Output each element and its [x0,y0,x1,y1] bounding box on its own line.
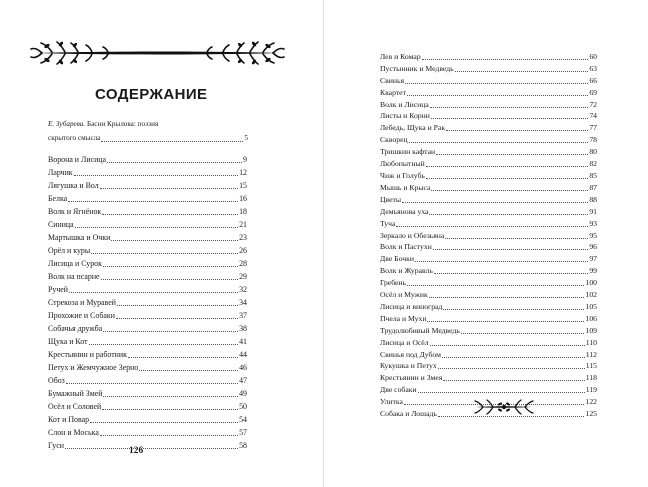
entry-title: Свинья под Дубом [380,349,441,359]
dot-leader [103,266,238,267]
entry-title: Гребень [380,278,407,288]
dot-leader [65,448,238,449]
dot-leader [438,416,585,417]
toc-entry[interactable] [48,413,247,426]
toc-entry[interactable] [380,146,597,158]
entry-page: 88 [589,194,597,204]
entry-title: Кукушка и Петух [380,361,437,371]
right-page [324,0,648,487]
entry-page: 122 [585,397,597,407]
page-number: 126 [129,446,144,456]
entry-page: 57 [239,428,247,438]
toc-entry[interactable] [380,63,597,75]
dot-leader [75,227,238,228]
dot-leader [103,331,238,332]
toc-entry[interactable] [380,230,597,242]
entry-title: Лисица и Осёл [380,337,429,347]
entry-page: 46 [239,363,247,373]
entry-title: Волк и Лисица [380,99,429,109]
toc-entry[interactable] [380,182,597,194]
floral-ornament-top [30,40,285,66]
dot-leader [433,249,588,250]
entry-page: 91 [589,206,597,216]
entry-title: Чиж и Голубь [380,170,425,180]
dot-leader [68,201,238,202]
entry-page: 9 [243,155,247,165]
entry-title: Кот и Повар [48,415,90,425]
dot-leader [443,309,584,310]
entry-title: Листы и Корни [380,111,430,121]
entry-page: 97 [589,254,597,264]
entry-title: Любопытный [380,159,425,169]
toc-entry[interactable] [48,257,247,270]
entry-title: Орёл и куры [48,246,91,256]
dot-leader [405,83,588,84]
toc-entry[interactable] [380,170,597,182]
entry-page: 26 [239,246,247,256]
entry-page: 28 [239,259,247,269]
entry-title: Волк и Пастухи [380,242,432,252]
toc-entry[interactable] [380,111,597,123]
entry-title: Мартышка и Очки [48,233,111,243]
entry-title: Собачья дружба [48,324,103,334]
entry-page: 105 [585,301,597,311]
toc-entry[interactable] [48,270,247,283]
entry-page: 74 [589,111,597,121]
entry-title: Стрекоза и Муравей [48,298,116,308]
dot-leader [429,214,588,215]
dot-leader [101,279,239,280]
entry-title: Волк на псарне [48,272,100,282]
entry-title: Тришкин кафтан [380,147,436,157]
dot-leader [139,370,238,371]
toc-entry[interactable] [48,218,247,231]
toc-entry[interactable] [380,349,597,361]
entry-title: Скворец [380,135,408,145]
entry-page: 29 [239,272,247,282]
dot-leader [402,202,588,203]
entry-page: 41 [239,337,247,347]
toc-list-left [48,153,247,452]
entry-title: Крестьянин и работник [48,350,127,360]
entry-page: 18 [239,207,247,217]
toc-entry[interactable] [48,244,247,257]
toc-entry[interactable] [380,158,597,170]
entry-page: 15 [239,181,247,191]
toc-entry[interactable] [380,384,597,396]
dot-leader [74,175,238,176]
entry-page: 95 [589,230,597,240]
entry-title: Собака и Лошадь [380,409,437,419]
toc-entry[interactable] [48,205,247,218]
dot-leader [407,285,584,286]
entry-page: 82 [589,159,597,169]
intro-title-line-2: скрытого смысла [48,134,101,142]
dot-leader [128,357,238,358]
toc-entry[interactable] [48,322,247,335]
entry-page: 110 [585,337,597,347]
toc-entry[interactable] [48,439,247,452]
toc-entry[interactable] [48,231,247,244]
entry-title: Слон и Моська [48,428,99,438]
entry-page: 85 [589,170,597,180]
entry-title: Ларчик [48,168,73,178]
entry-page: 47 [239,376,247,386]
entry-page: 99 [589,266,597,276]
dot-leader [91,253,238,254]
entry-page: 72 [589,99,597,109]
dot-leader [461,333,585,334]
entry-page: 78 [589,135,597,145]
toc-entry[interactable] [48,166,247,179]
entry-page: 44 [239,350,247,360]
toc-entry[interactable] [380,122,597,134]
entry-page: 80 [589,147,597,157]
dot-leader [429,297,585,298]
entry-title: Две собаки [380,385,417,395]
floral-ornament-bottom [473,399,535,415]
toc-entry[interactable] [380,337,597,349]
toc-entry[interactable] [380,277,597,289]
entry-title: Обоз [48,376,65,386]
entry-title: Демьянова уха [380,206,429,216]
entry-title: Лисица и виноград [380,301,443,311]
dot-leader [409,142,589,143]
toc-entry[interactable] [380,361,597,373]
dot-leader [89,344,239,345]
dot-leader [101,141,243,142]
dot-leader [116,318,238,319]
toc-entry[interactable] [380,265,597,277]
entry-title: Гуси [48,441,64,451]
dot-leader [422,59,589,60]
entry-page: 58 [239,441,247,451]
entry-page: 23 [239,233,247,243]
toc-entry[interactable] [48,348,247,361]
entry-title: Волк и Ягнёнок [48,207,102,217]
dot-leader [431,190,588,191]
entry-title: Прохожие и Собаки [48,311,115,321]
toc-entry[interactable] [380,372,597,384]
entry-page: 54 [239,415,247,425]
entry-page: 87 [589,182,597,192]
entry-title: Белка [48,194,68,204]
toc-entry[interactable] [48,192,247,205]
toc-entry[interactable] [48,153,247,166]
entry-title: Лягушка и Вол [48,181,99,191]
toc-entry[interactable] [48,361,247,374]
entry-page: 115 [585,361,597,371]
toc-entry[interactable] [380,75,597,87]
dot-leader [455,71,589,72]
dot-leader [438,368,585,369]
entry-page: 106 [585,313,597,323]
entry-title: Бумажный Змей [48,389,103,399]
entry-page: 12 [239,168,247,178]
toc-entry[interactable] [48,387,247,400]
entry-title: Квартет [380,87,406,97]
entry-title: Петух и Жемчужное Зерно [48,363,139,373]
entry-title: Осёл и Мужик [380,290,428,300]
dot-leader [442,357,585,358]
entry-title: Ручей [48,285,69,295]
entry-title: Крестьянин и Змея [380,373,443,383]
dot-leader [111,240,238,241]
entry-page: 77 [589,123,597,133]
dot-leader [66,383,238,384]
dot-leader [107,162,242,163]
entry-title: Улитка [380,397,403,407]
dot-leader [90,422,238,423]
entry-page: 50 [239,402,247,412]
entry-title: Лебедь, Щука и Рак [380,123,446,133]
dot-leader [445,238,588,239]
dot-leader [415,261,588,262]
entry-title: Цветы [380,194,402,204]
entry-title: Трудолюбивый Медведь [380,325,460,335]
toc-entry[interactable] [380,218,597,230]
intro-title-line-1: Басни Крылова: поэзия [86,120,159,128]
dot-leader [69,292,238,293]
dot-leader [100,435,238,436]
dot-leader [434,273,588,274]
entry-page: 119 [585,385,597,395]
entry-title: Ворона и Лисица [48,155,107,165]
entry-title: Пустынник и Медведь [380,63,454,73]
toc-entry[interactable] [48,400,247,413]
toc-entry[interactable] [48,296,247,309]
entry-page: 69 [589,87,597,97]
entry-title: Пчела и Мухи [380,313,427,323]
dot-leader [102,214,238,215]
entry-title: Лев и Комар [380,51,421,61]
toc-entry[interactable] [48,335,247,348]
toc-entry[interactable] [380,313,597,325]
entry-page: 102 [585,290,597,300]
dot-leader [446,130,588,131]
toc-entry[interactable] [48,283,247,296]
toc-list-right [380,51,597,420]
entry-page: 16 [239,194,247,204]
toc-entry[interactable] [48,309,247,322]
toc-entry[interactable] [380,206,597,218]
dot-leader [431,118,588,119]
dot-leader [443,380,584,381]
toc-entry[interactable] [380,51,597,63]
entry-page: 63 [589,63,597,73]
entry-page: 96 [589,242,597,252]
dot-leader [418,392,585,393]
entry-page: 118 [585,373,597,383]
entry-page: 21 [239,220,247,230]
entry-page: 109 [585,325,597,335]
entry-title: Лисица и Сурок [48,259,102,269]
entry-page: 125 [585,409,597,419]
toc-entry[interactable] [380,301,597,313]
contents-title: СОДЕРЖАНИЕ [95,86,208,103]
entry-page: 32 [239,285,247,295]
intro-line-2 [48,131,248,145]
entry-title: Туча [380,218,396,228]
toc-entry[interactable] [380,325,597,337]
dot-leader [103,396,238,397]
intro-author: Е. Зубарева. [48,120,86,128]
entry-page: 37 [239,311,247,321]
dot-leader [100,188,238,189]
entry-page: 66 [589,75,597,85]
entry-page: 49 [239,389,247,399]
toc-entry[interactable] [48,179,247,192]
entry-page: 112 [585,349,597,359]
entry-page: 38 [239,324,247,334]
intro-entry[interactable] [48,117,248,145]
entry-page: 60 [589,51,597,61]
toc-entry[interactable] [380,194,597,206]
dot-leader [426,178,588,179]
entry-page: 100 [585,278,597,288]
toc-entry[interactable] [380,87,597,99]
dot-leader [102,409,238,410]
toc-entry[interactable] [380,99,597,111]
toc-entry[interactable] [380,289,597,301]
entry-title: Волк и Журавль [380,266,433,276]
entry-title: Щука и Кот [48,337,88,347]
intro-line-1 [48,117,248,131]
dot-leader [117,305,238,306]
dot-leader [396,226,588,227]
toc-entry[interactable] [48,374,247,387]
entry-title: Синица [48,220,74,230]
entry-title: Осёл и Соловей [48,402,102,412]
toc-entry[interactable] [48,426,247,439]
intro-page: 5 [244,134,248,142]
entry-page: 34 [239,298,247,308]
dot-leader [430,345,585,346]
toc-entry[interactable] [380,134,597,146]
toc-entry[interactable] [380,242,597,254]
dot-leader [407,95,588,96]
dot-leader [436,154,588,155]
entry-title: Зеркало и Обезьяна [380,230,445,240]
entry-title: Мышь и Крыса [380,182,431,192]
entry-page: 93 [589,218,597,228]
dot-leader [426,166,589,167]
dot-leader [430,107,589,108]
entry-title: Две Бочки [380,254,414,264]
dot-leader [427,321,584,322]
toc-entry[interactable] [380,253,597,265]
entry-title: Свинья [380,75,405,85]
